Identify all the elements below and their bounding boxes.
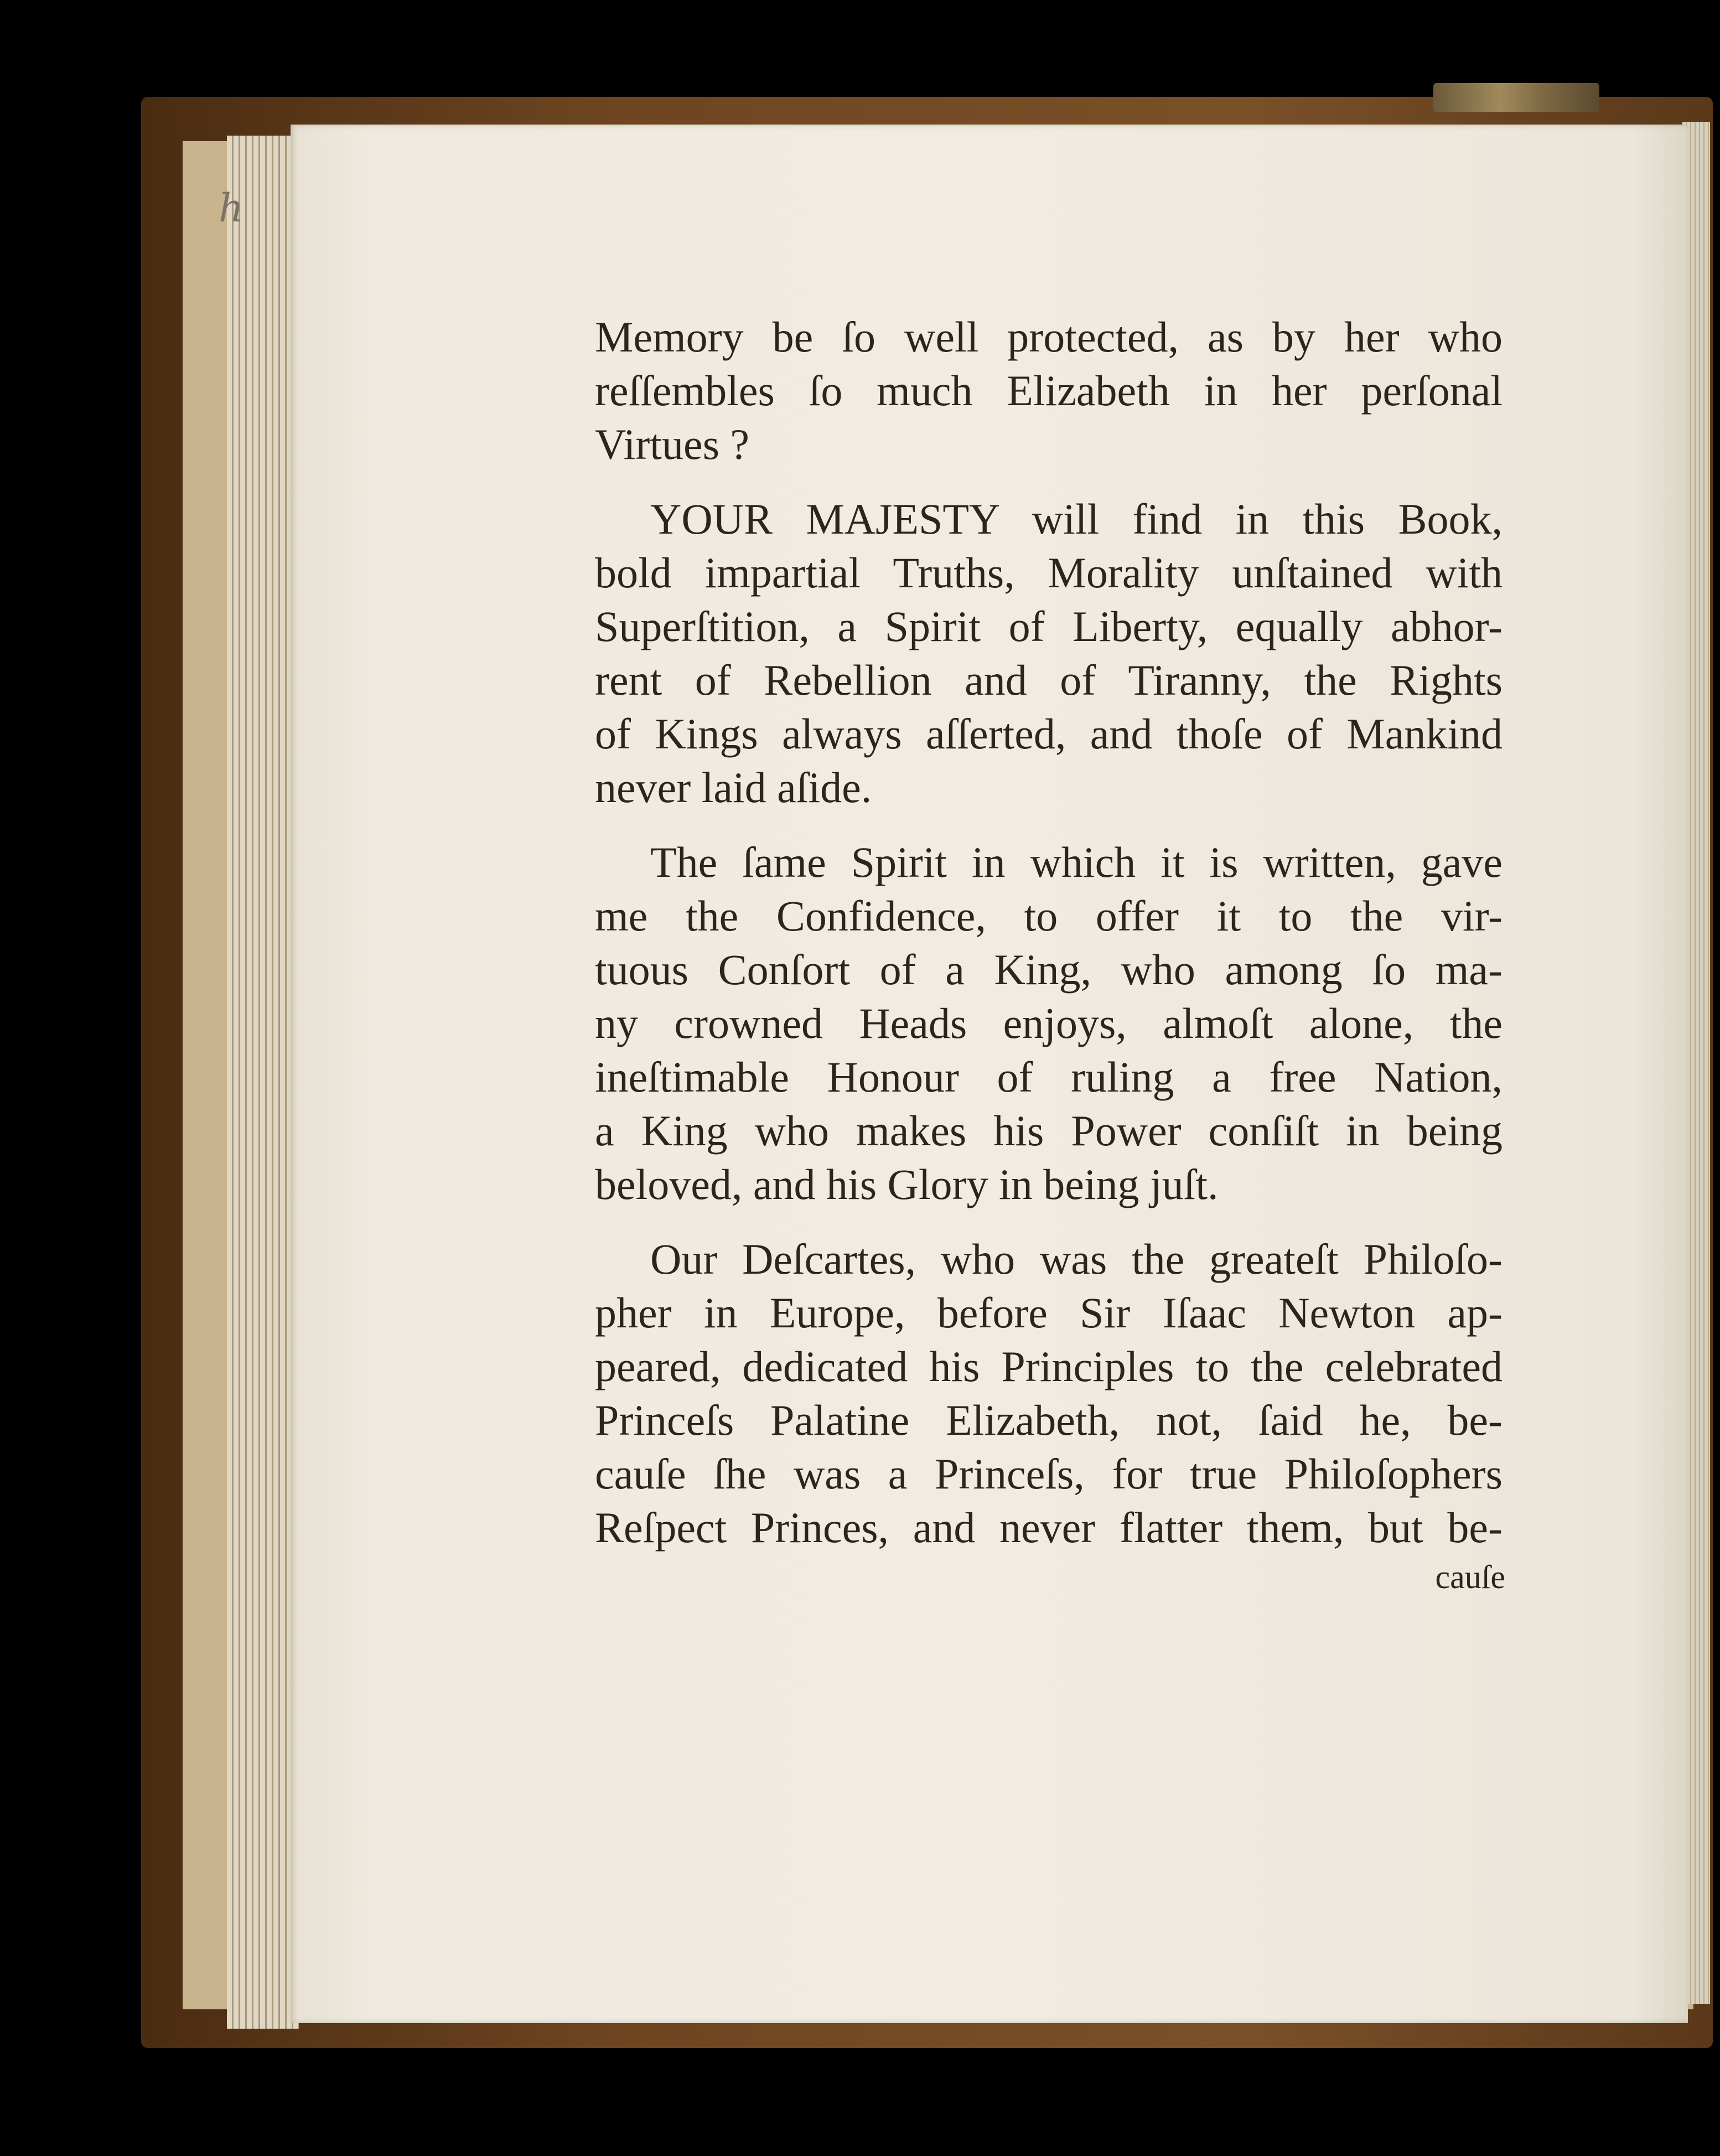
text-line: The ſame Spirit in which it is written, gave xyxy=(650,838,1503,886)
text-line: Reſpect Princes, and never flatter them, but be- xyxy=(595,1503,1503,1552)
page-text xyxy=(595,310,1503,1554)
binding-clasp xyxy=(1433,83,1599,112)
text-line: of Kings always aſſerted, and thoſe of Mankind xyxy=(595,710,1503,758)
paragraph-3 xyxy=(595,835,1503,1211)
paragraph-1 xyxy=(595,310,1503,471)
text-line: reſſembles ſo much Elizabeth in her perſonal xyxy=(595,366,1503,415)
text-line: Princeſs Palatine Elizabeth, not, ſaid he, be- xyxy=(595,1396,1503,1444)
paragraph-4 xyxy=(595,1232,1503,1554)
text-line: beloved, and his Glory in being juſt. xyxy=(595,1160,1219,1208)
text-line: Virtues ? xyxy=(595,420,750,468)
page-edges xyxy=(227,136,299,2029)
text-line: Memory be ſo well protected, as by her who xyxy=(595,313,1503,361)
text-line: Superſtition, a Spirit of Liberty, equally abhor- xyxy=(595,602,1503,650)
text-line: me the Confidence, to offer it to the vir- xyxy=(595,892,1503,940)
text-line: Our Deſcartes, who was the greateſt Philoſo- xyxy=(650,1235,1503,1283)
text-line: a King who makes his Power conſiſt in being xyxy=(595,1107,1503,1155)
text-line: peared, dedicated his Principles to the celebrated xyxy=(595,1342,1503,1390)
pencil-mark: h xyxy=(219,185,244,231)
text-line: pher in Europe, before Sir Iſaac Newton ap- xyxy=(595,1289,1503,1337)
catchword: cauſe xyxy=(1435,1559,1505,1595)
text-line: tuous Conſort of a King, who among ſo ma- xyxy=(595,945,1503,994)
text-line: YOUR MAJESTY will find in this Book, xyxy=(650,495,1503,543)
text-line: rent of Rebellion and of Tiranny, the Rights xyxy=(595,656,1503,704)
paragraph-2 xyxy=(595,492,1503,814)
text-line: ny crowned Heads enjoys, almoſt alone, the xyxy=(595,999,1503,1047)
text-line: cauſe ſhe was a Princeſs, for true Philoſophers xyxy=(595,1450,1503,1498)
text-line: ineſtimable Honour of ruling a free Nation, xyxy=(595,1053,1503,1101)
text-line: never laid aſide. xyxy=(595,763,872,811)
text-line: bold impartial Truths, Morality unſtained with xyxy=(595,549,1503,597)
